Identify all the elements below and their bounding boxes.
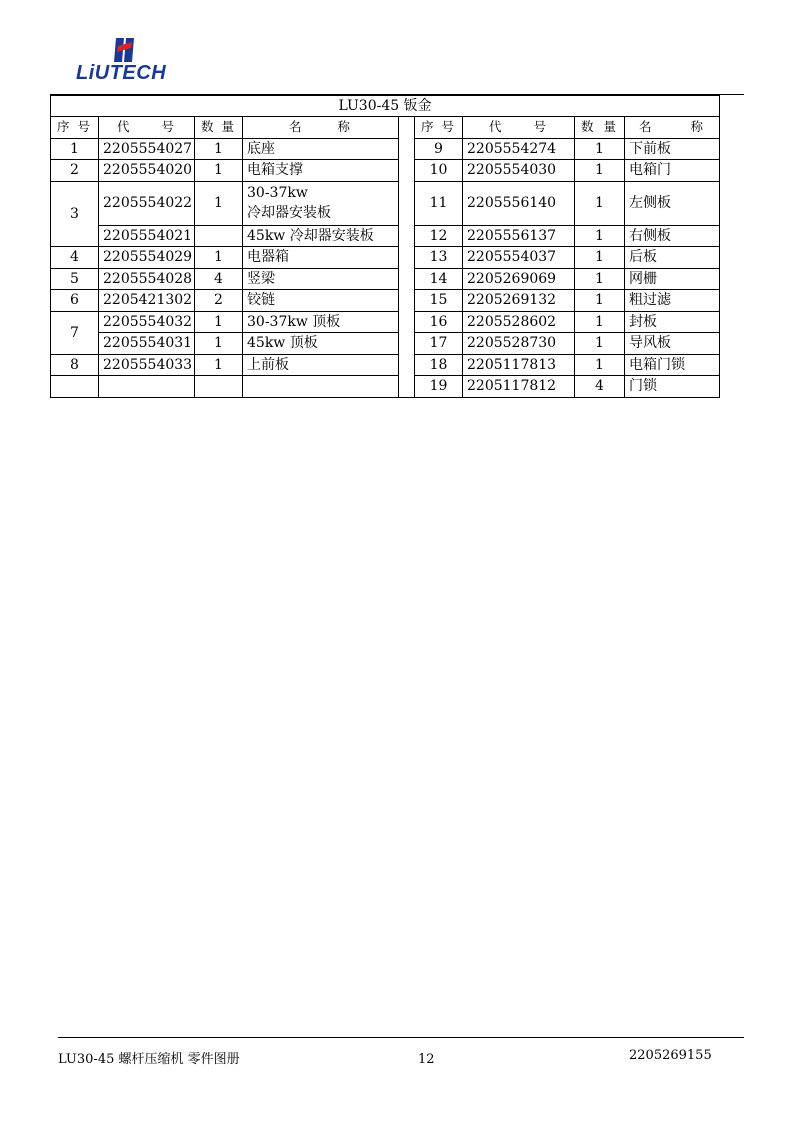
table-title: LU30-45 钣金	[51, 96, 720, 117]
table-row: 5 2205554028 4 竖梁 14 2205269069 1 网栅	[51, 268, 720, 290]
logo-mark-icon	[112, 36, 142, 64]
header-seq: 序 号	[51, 117, 99, 139]
footer-title: LU30-45 螺杆压缩机 零件图册	[58, 1052, 240, 1067]
table-gap	[399, 117, 415, 398]
table-row: 2205554031 1 45kw 顶板 17 2205528730 1 导风板	[51, 333, 720, 355]
table-row: 2205554021 45kw 冷却器安装板 12 2205556137 1 右侧板	[51, 225, 720, 247]
table-header-row	[51, 117, 720, 139]
table-row: 1 2205554027 1 底座 9 2205554274 1 下前板	[51, 138, 720, 160]
header-qty: 数 量	[195, 117, 243, 139]
page-number: 12	[418, 1052, 435, 1067]
empty-cell	[195, 376, 243, 398]
header-seq-right: 序 号	[415, 117, 463, 139]
two-line-name: 30-37kw 冷却器安装板	[243, 181, 399, 225]
table-row: 8 2205554033 1 上前板 18 2205117813 1 电箱门锁	[51, 354, 720, 376]
document-number: 2205269155	[629, 1048, 712, 1063]
company-logo	[76, 36, 176, 86]
table-row: 3 2205554022 1 30-37kw 冷却器安装板 11 2205556140 1 左侧板	[51, 181, 720, 225]
header-code-right: 代 号	[463, 117, 575, 139]
table-row: 19 2205117812 4 门锁	[51, 376, 720, 398]
empty-cell	[243, 376, 399, 398]
empty-cell	[99, 376, 195, 398]
header-qty-right: 数 量	[575, 117, 625, 139]
footer-rule	[58, 1037, 744, 1038]
header-code: 代 号	[99, 117, 195, 139]
empty-cell	[51, 376, 99, 398]
logo-text: LiUTECH	[76, 62, 167, 84]
parts-table	[50, 95, 720, 398]
table-row: 6 2205421302 2 铰链 15 2205269132 1 粗过滤	[51, 290, 720, 312]
table-row: 4 2205554029 1 电器箱 13 2205554037 1 后板	[51, 247, 720, 269]
header-name: 名 称	[243, 117, 399, 139]
header-name-right: 名 称	[625, 117, 720, 139]
table-row: 7 2205554032 1 30-37kw 顶板 16 2205528602 1 封板	[51, 311, 720, 333]
table-row: 2 2205554020 1 电箱支撑 10 2205554030 1 电箱门	[51, 160, 720, 182]
